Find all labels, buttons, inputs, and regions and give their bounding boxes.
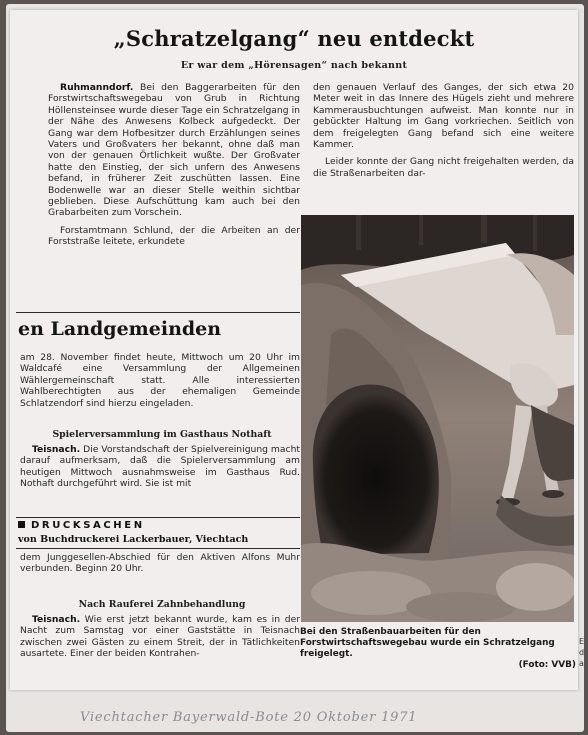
section-title: en Landgemeinden [18, 318, 222, 340]
ad-title-text: DRUCKSACHEN [31, 520, 145, 531]
newspaper-clipping [10, 10, 578, 690]
article-left-column [48, 82, 300, 248]
article-paragraph [48, 82, 300, 219]
article-paragraph: den genauen Verlauf des Ganges, der sich etwa 20 Meter weit in das Innere des Hügels zieht und mehrere Kammerausbuchtungen aufweist. Man konnte nur in gebückter Haltung im Gang vorkriechen. Seitlich von dem freigelegten Gang befand sich eine weitere Kammer. [313, 82, 574, 151]
photo-credit: (Foto: VVB) [518, 660, 576, 670]
rauferei-title: Nach Rauferei Zahnbehandlung [78, 599, 246, 610]
divider [16, 548, 300, 549]
ad-subtitle: von Buchdruckerei Lackerbauer, Viechtach [18, 534, 249, 545]
subheadline: Er war dem „Hörensagen“ nach bekannt [180, 60, 408, 71]
article-text: Wie erst jetzt bekannt wurde, kam es in der Nacht zum Samstag vor einer Gaststätte in Teisnach zwischen zwei Gästen zu einem Streit, der in Tätlichkeiten ausartete. Einer der beiden Kontrahen- [20, 614, 300, 660]
dateline: Teisnach. [32, 444, 81, 455]
photo-caption [300, 627, 576, 671]
divider [16, 312, 300, 313]
divider [16, 517, 300, 518]
article-right-column [313, 82, 574, 179]
landgemeinden-text: am 28. November findet heute, Mittwoch um 20 Uhr im Waldcafé eine Versammlung der Allgemeinen Wählergemeinschaft statt. Alle interessierten Wahlberechtigten aus der ehemaligen Gemeinde Schlatzendorf sind hierzu eingeladen. [20, 352, 300, 409]
handwritten-source-note: Viechtacher Bayerwald-Bote 20 Oktober 1971 [80, 710, 418, 725]
ad-square-icon [18, 521, 25, 528]
junggesellen-text: dem Junggesellen-Abschied für den Aktiven Alfons Muhr verbunden. Beginn 20 Uhr. [20, 552, 300, 575]
dateline: Teisnach. [32, 614, 81, 625]
headline: „Schratzelgang“ neu entdeckt [113, 26, 475, 51]
caption-text: Bei den Straßenbauarbeiten für den Forstwirtschaftswegebau wurde ein Schratzelgang freigelegt. [300, 627, 555, 659]
article-paragraph: Forstamtmann Schlund, der die Arbeiten an der Forststraße leitete, erkundete [48, 224, 300, 248]
spieler-title: Spielerversammlung im Gasthaus Nothaft [52, 429, 272, 440]
spieler-article [20, 444, 300, 490]
article-text: Die Vorstandschaft der Spielvereinigung macht darauf aufmerksam, daß die Spielerversammlung am heutigen Mittwoch ausnahmsweise im Gasthaus Rud. Nothaft durchgeführt wird. Sie ist mit [20, 444, 300, 490]
ad-title [18, 520, 302, 531]
rauferei-article [20, 614, 300, 688]
article-paragraph: Leider konnte der Gang nicht freigehalten werden, da die Straßenarbeiten dar- [313, 156, 574, 179]
photo-schratzelgang [301, 215, 574, 622]
adjacent-column-fragment: E d a [579, 637, 585, 668]
dateline: Ruhmanndorf. [60, 82, 134, 93]
photo-image [301, 215, 574, 622]
article-text: Bei den Baggerarbeiten für den Forstwirtschaftswegebau von Grub in Richtung Höllensteinsee wurde dieser Tage ein Schratzelgang in der Nähe des Anwesens Kolbeck aufgedeckt. Der Gang war dem Hofbesitzer durch Erzählungen seines Vaters und Großvaters her bekannt, ohne daß man von der genauen Örtlichkeit wußte. Der Großvater hatte den Einstieg, der sich unfern des Anwesens befand, in früherer Zeit zuschütten lassen. Eine Bodenwelle war an dieser Stelle weithin sichtbar geblieben. Diese Aufschüttung kam auch bei den Grabarbeiten zum Vorschein. [48, 82, 300, 219]
